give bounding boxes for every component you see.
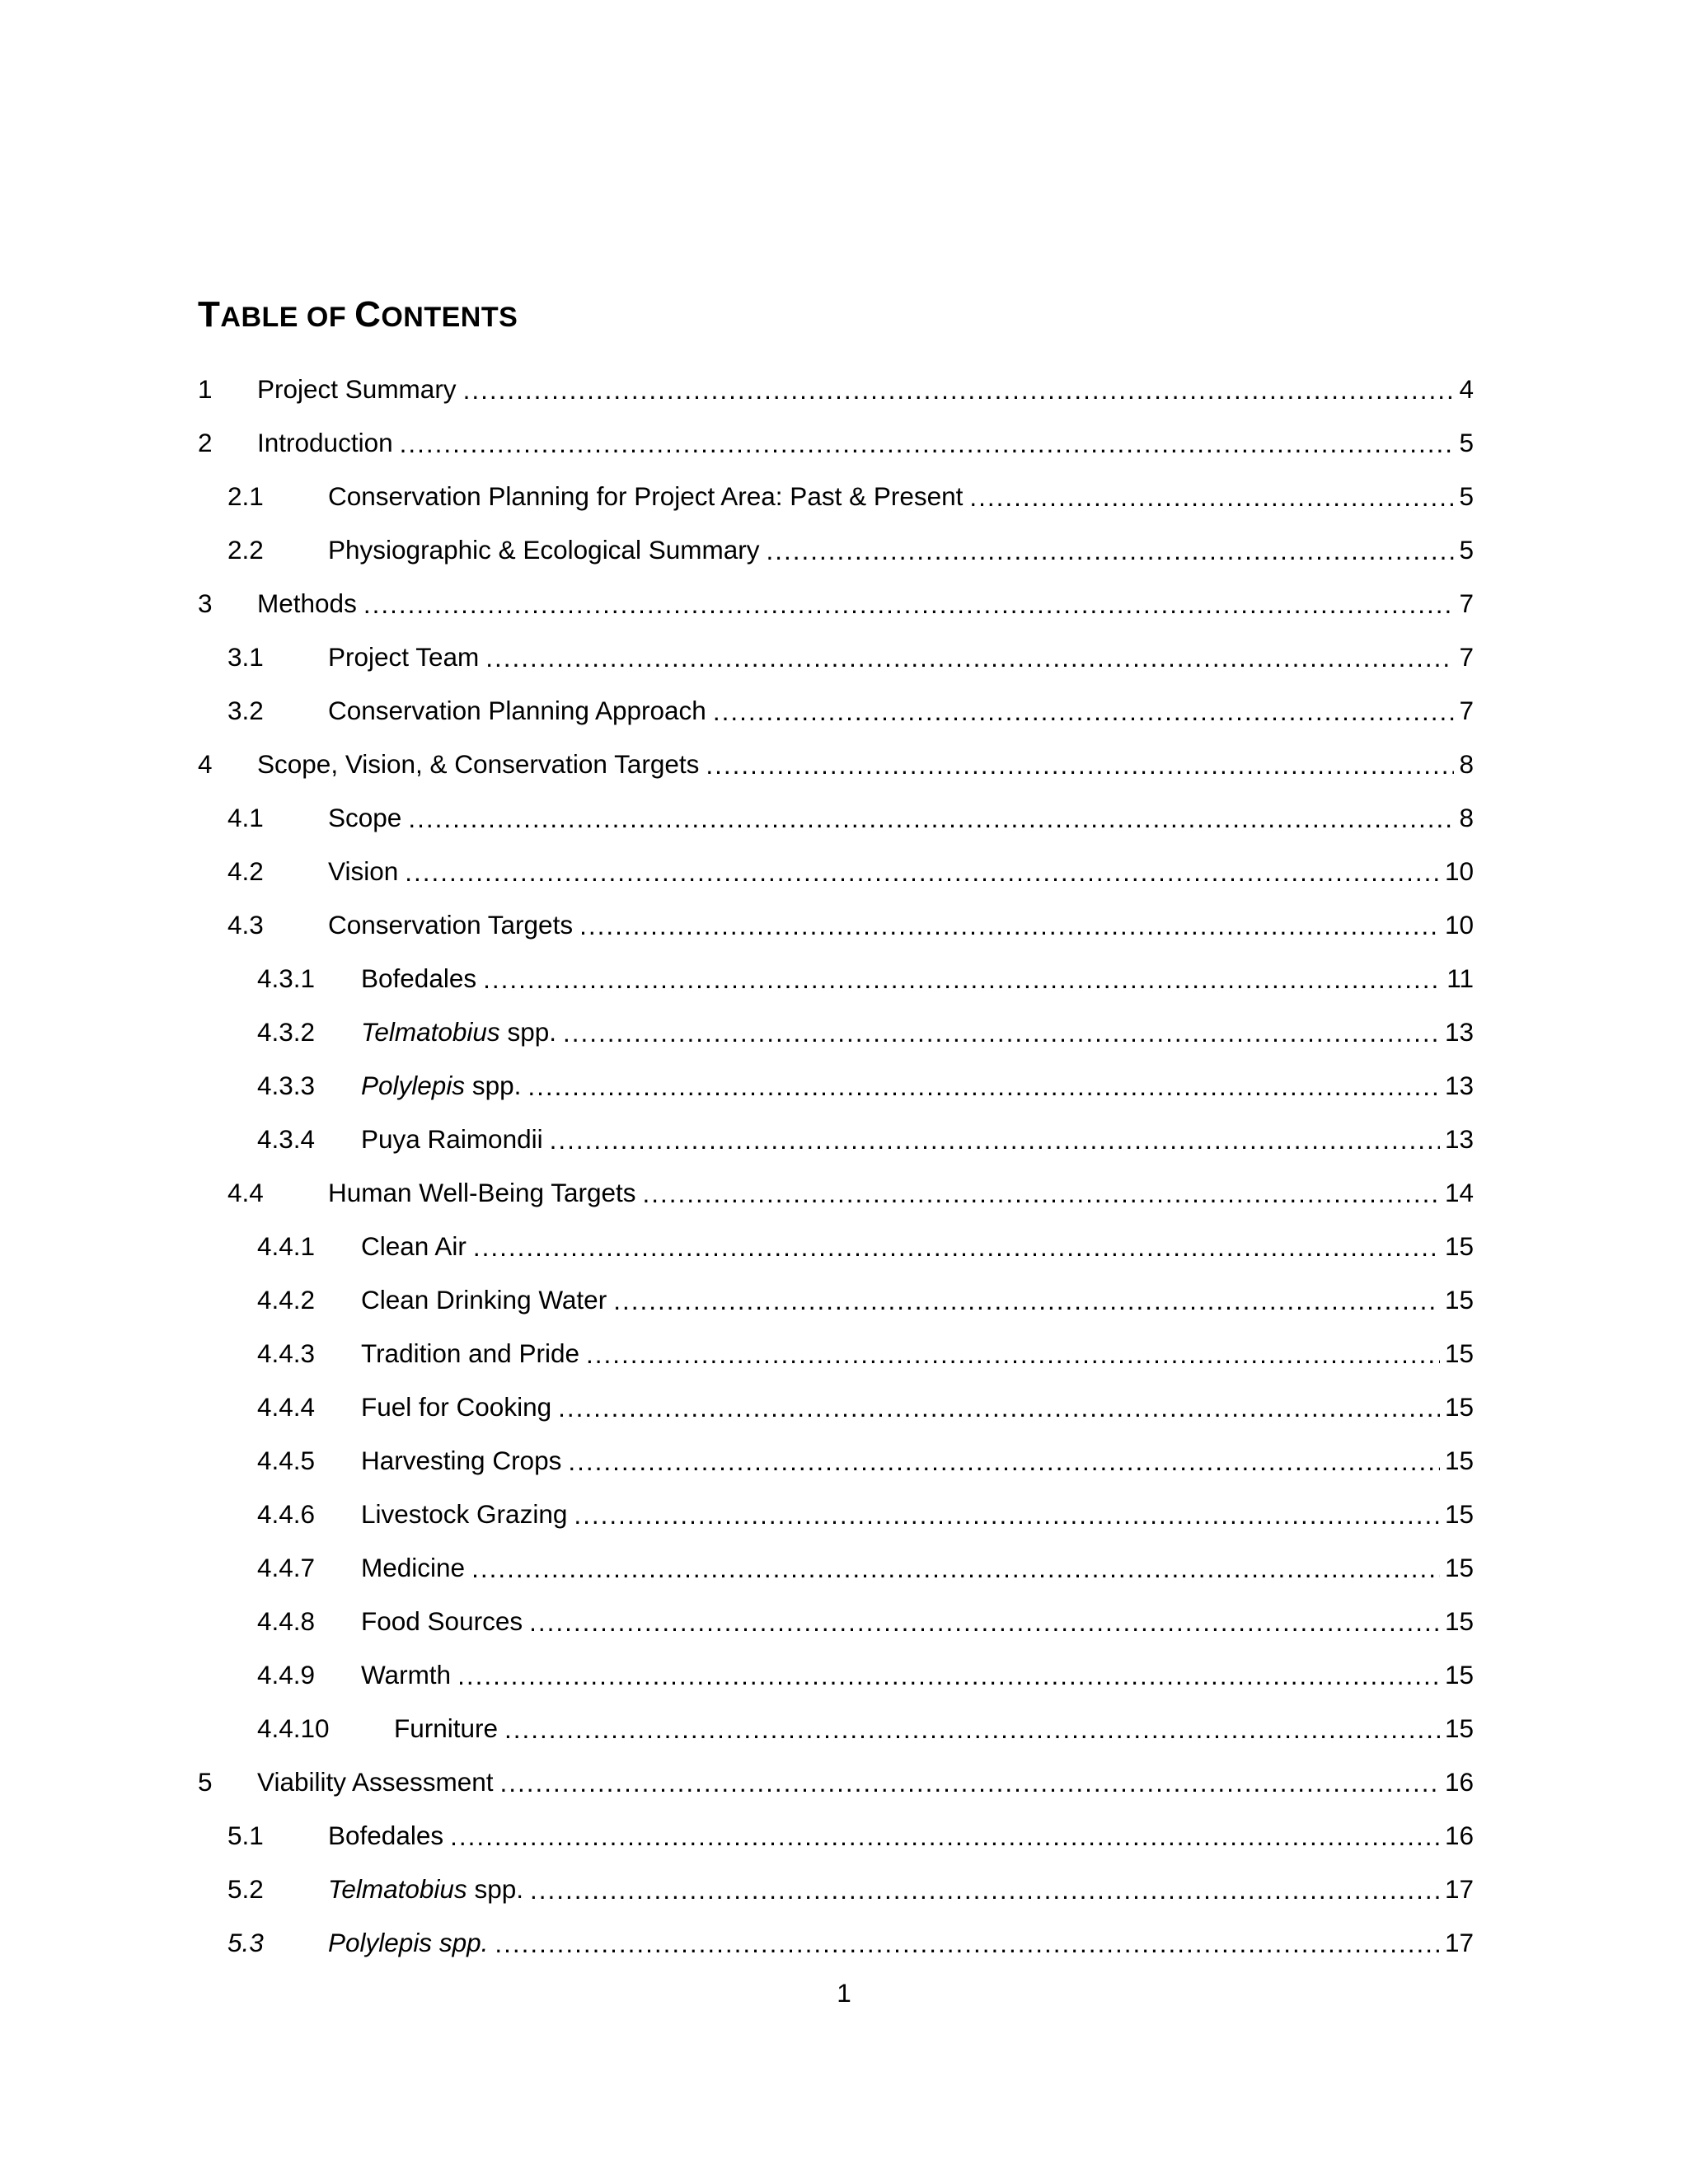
toc-number: 4.3.2 bbox=[257, 1017, 316, 1047]
toc-label: Conservation Targets bbox=[328, 910, 574, 940]
dot-leader bbox=[363, 590, 1455, 618]
toc-page-number: 15 bbox=[1444, 1606, 1474, 1636]
dot-leader bbox=[473, 1233, 1440, 1261]
toc-entry-4-3-2[interactable] bbox=[198, 1005, 1474, 1059]
toc-entry-2[interactable] bbox=[198, 416, 1474, 470]
toc-entry-4-4-1[interactable] bbox=[198, 1220, 1474, 1273]
toc-label: Clean Drinking Water bbox=[361, 1285, 607, 1315]
dot-leader bbox=[529, 1608, 1440, 1636]
toc-number: 3.2 bbox=[227, 696, 264, 725]
dot-leader bbox=[713, 697, 1455, 725]
toc-page-number: 15 bbox=[1444, 1392, 1474, 1422]
toc-number: 5.3 bbox=[227, 1928, 264, 1957]
toc-number: 1 bbox=[198, 374, 213, 404]
toc-page-number: 11 bbox=[1447, 963, 1474, 993]
dot-leader bbox=[586, 1340, 1440, 1368]
dot-leader bbox=[643, 1179, 1440, 1207]
toc-entry-4-3[interactable] bbox=[198, 898, 1474, 952]
dot-leader bbox=[613, 1286, 1440, 1315]
toc-label: Clean Air bbox=[361, 1231, 467, 1261]
toc-number: 4.3.3 bbox=[257, 1071, 316, 1100]
toc-number: 4.4.9 bbox=[257, 1660, 316, 1690]
toc-label: Telmatobius spp. bbox=[328, 1874, 523, 1904]
toc-page-number: 15 bbox=[1444, 1285, 1474, 1315]
toc-label: Conservation Planning for Project Area: Past & Present bbox=[328, 481, 964, 511]
toc-label: Harvesting Crops bbox=[361, 1446, 562, 1475]
dot-leader bbox=[500, 1769, 1440, 1797]
toc-entry-4-4-6[interactable] bbox=[198, 1488, 1474, 1541]
dot-leader bbox=[528, 1072, 1440, 1100]
toc-page-number: 15 bbox=[1444, 1713, 1474, 1743]
toc-label: Polylepis spp. bbox=[328, 1928, 489, 1957]
dot-leader bbox=[471, 1554, 1440, 1582]
page-title bbox=[198, 290, 518, 342]
toc-label: Food Sources bbox=[361, 1606, 523, 1636]
dot-leader bbox=[504, 1715, 1440, 1743]
toc-page-number: 5 bbox=[1459, 535, 1474, 565]
title-rest-2: ONTENTS bbox=[381, 302, 518, 333]
toc-page-number: 15 bbox=[1444, 1446, 1474, 1475]
toc-page-number: 4 bbox=[1459, 374, 1474, 404]
toc-page-number: 17 bbox=[1444, 1928, 1474, 1957]
toc-number: 4.4.4 bbox=[257, 1392, 316, 1422]
toc-page-number: 14 bbox=[1444, 1178, 1474, 1207]
toc-entry-4-4-2[interactable] bbox=[198, 1273, 1474, 1327]
toc-label: Warmth bbox=[361, 1660, 452, 1690]
toc-number: 5.1 bbox=[227, 1821, 264, 1850]
toc-entry-4-4-9[interactable] bbox=[198, 1648, 1474, 1702]
toc-label: Furniture bbox=[394, 1713, 499, 1743]
toc-number: 4.4.1 bbox=[257, 1231, 316, 1261]
toc-label: Bofedales bbox=[328, 1821, 444, 1850]
toc-label: Medicine bbox=[361, 1553, 466, 1582]
dot-leader bbox=[450, 1822, 1440, 1850]
toc-page-number: 13 bbox=[1444, 1071, 1474, 1100]
toc-page-number: 8 bbox=[1459, 749, 1474, 779]
toc-page-number: 10 bbox=[1444, 856, 1474, 886]
toc-number: 3.1 bbox=[227, 642, 264, 672]
toc-label: Human Well-Being Targets bbox=[328, 1178, 636, 1207]
toc-page-number: 15 bbox=[1444, 1499, 1474, 1529]
toc-number: 4.3.4 bbox=[257, 1124, 316, 1154]
dot-leader bbox=[558, 1394, 1440, 1422]
toc-label: Fuel for Cooking bbox=[361, 1392, 552, 1422]
toc-number: 5.2 bbox=[227, 1874, 264, 1904]
dot-leader bbox=[400, 429, 1455, 457]
toc-page-number: 8 bbox=[1459, 803, 1474, 832]
toc-entry-4-4-3[interactable] bbox=[198, 1327, 1474, 1380]
dot-leader bbox=[530, 1876, 1440, 1904]
toc-label: Project Team bbox=[328, 642, 480, 672]
toc-number: 4.3 bbox=[227, 910, 264, 940]
toc-page-number: 17 bbox=[1444, 1874, 1474, 1904]
dot-leader bbox=[485, 644, 1454, 672]
table-of-contents bbox=[198, 363, 1474, 1970]
toc-label: Puya Raimondii bbox=[361, 1124, 543, 1154]
toc-label: Tradition and Pride bbox=[361, 1338, 579, 1368]
toc-entry-4-4-10[interactable] bbox=[198, 1702, 1474, 1755]
title-cap-t: T bbox=[198, 294, 221, 335]
toc-number: 4.4.8 bbox=[257, 1606, 316, 1636]
toc-label: Scope bbox=[328, 803, 402, 832]
toc-page-number: 15 bbox=[1444, 1660, 1474, 1690]
dot-leader bbox=[463, 376, 1455, 404]
toc-page-number: 13 bbox=[1444, 1017, 1474, 1047]
dot-leader bbox=[405, 858, 1440, 886]
toc-page-number: 13 bbox=[1444, 1124, 1474, 1154]
toc-page-number: 7 bbox=[1459, 588, 1474, 618]
toc-number: 2 bbox=[198, 428, 213, 457]
dot-leader bbox=[550, 1126, 1440, 1154]
toc-entry-4-4-8[interactable] bbox=[198, 1595, 1474, 1648]
dot-leader bbox=[408, 804, 1454, 832]
toc-entry-2-1[interactable] bbox=[198, 470, 1474, 523]
toc-entry-5-1[interactable] bbox=[198, 1809, 1474, 1863]
toc-label: Telmatobius spp. bbox=[361, 1017, 556, 1047]
title-rest-1: ABLE OF bbox=[220, 302, 355, 333]
dot-leader bbox=[969, 483, 1454, 511]
toc-label: Project Summary bbox=[257, 374, 457, 404]
toc-entry-4-4-7[interactable] bbox=[198, 1541, 1474, 1595]
toc-entry-4[interactable] bbox=[198, 738, 1474, 791]
toc-entry-1[interactable] bbox=[198, 363, 1474, 416]
toc-number: 5 bbox=[198, 1767, 213, 1797]
toc-label: Introduction bbox=[257, 428, 393, 457]
dot-leader bbox=[568, 1447, 1440, 1475]
toc-entry-5-3[interactable] bbox=[198, 1916, 1474, 1970]
toc-number: 4.2 bbox=[227, 856, 264, 886]
toc-number: 4.4.7 bbox=[257, 1553, 316, 1582]
toc-label: Livestock Grazing bbox=[361, 1499, 568, 1529]
toc-number: 4.4.10 bbox=[257, 1713, 330, 1743]
toc-entry-3-2[interactable] bbox=[198, 684, 1474, 738]
toc-label: Physiographic & Ecological Summary bbox=[328, 535, 760, 565]
toc-label: Viability Assessment bbox=[257, 1767, 494, 1797]
toc-label: Conservation Planning Approach bbox=[328, 696, 706, 725]
toc-entry-4-1[interactable] bbox=[198, 791, 1474, 845]
toc-entry-4-3-3[interactable] bbox=[198, 1059, 1474, 1113]
dot-leader bbox=[574, 1501, 1440, 1529]
dot-leader bbox=[766, 537, 1454, 565]
toc-page-number: 5 bbox=[1459, 481, 1474, 511]
toc-page-number: 16 bbox=[1444, 1767, 1474, 1797]
toc-page-number: 16 bbox=[1444, 1821, 1474, 1850]
dot-leader bbox=[579, 912, 1440, 940]
toc-label: Polylepis spp. bbox=[361, 1071, 522, 1100]
toc-number: 4.4.5 bbox=[257, 1446, 316, 1475]
toc-entry-5-2[interactable] bbox=[198, 1863, 1474, 1916]
dot-leader bbox=[457, 1661, 1440, 1690]
toc-number: 4.4.6 bbox=[257, 1499, 316, 1529]
dot-leader bbox=[495, 1929, 1440, 1957]
toc-entry-4-4-4[interactable] bbox=[198, 1380, 1474, 1434]
toc-number: 3 bbox=[198, 588, 213, 618]
toc-number: 2.1 bbox=[227, 481, 264, 511]
toc-label: Scope, Vision, & Conservation Targets bbox=[257, 749, 700, 779]
toc-number: 4.4.2 bbox=[257, 1285, 316, 1315]
toc-number: 4 bbox=[198, 749, 213, 779]
toc-entry-4-4[interactable] bbox=[198, 1166, 1474, 1220]
toc-entry-3[interactable] bbox=[198, 577, 1474, 630]
toc-entry-4-3-1[interactable] bbox=[198, 952, 1474, 1005]
toc-page-number: 15 bbox=[1444, 1553, 1474, 1582]
toc-number: 2.2 bbox=[227, 535, 264, 565]
toc-number: 4.4.3 bbox=[257, 1338, 316, 1368]
dot-leader bbox=[483, 965, 1442, 993]
toc-page-number: 7 bbox=[1459, 696, 1474, 725]
toc-number: 4.1 bbox=[227, 803, 264, 832]
toc-page-number: 15 bbox=[1444, 1338, 1474, 1368]
toc-label: Vision bbox=[328, 856, 399, 886]
toc-page-number: 7 bbox=[1459, 642, 1474, 672]
toc-entry-4-4-5[interactable] bbox=[198, 1434, 1474, 1488]
toc-entry-4-3-4[interactable] bbox=[198, 1113, 1474, 1166]
toc-page-number: 10 bbox=[1444, 910, 1474, 940]
toc-page-number: 5 bbox=[1459, 428, 1474, 457]
toc-page-number: 15 bbox=[1444, 1231, 1474, 1261]
toc-entry-5[interactable] bbox=[198, 1755, 1474, 1809]
toc-label: Bofedales bbox=[361, 963, 477, 993]
toc-number: 4.4 bbox=[227, 1178, 264, 1207]
title-cap-c: C bbox=[354, 294, 382, 335]
dot-leader bbox=[706, 751, 1454, 779]
toc-number: 4.3.1 bbox=[257, 963, 316, 993]
toc-entry-3-1[interactable] bbox=[198, 630, 1474, 684]
dot-leader bbox=[563, 1019, 1440, 1047]
page-number-footer: 1 bbox=[837, 1978, 851, 2008]
toc-entry-2-2[interactable] bbox=[198, 523, 1474, 577]
toc-entry-4-2[interactable] bbox=[198, 845, 1474, 898]
toc-label: Methods bbox=[257, 588, 357, 618]
